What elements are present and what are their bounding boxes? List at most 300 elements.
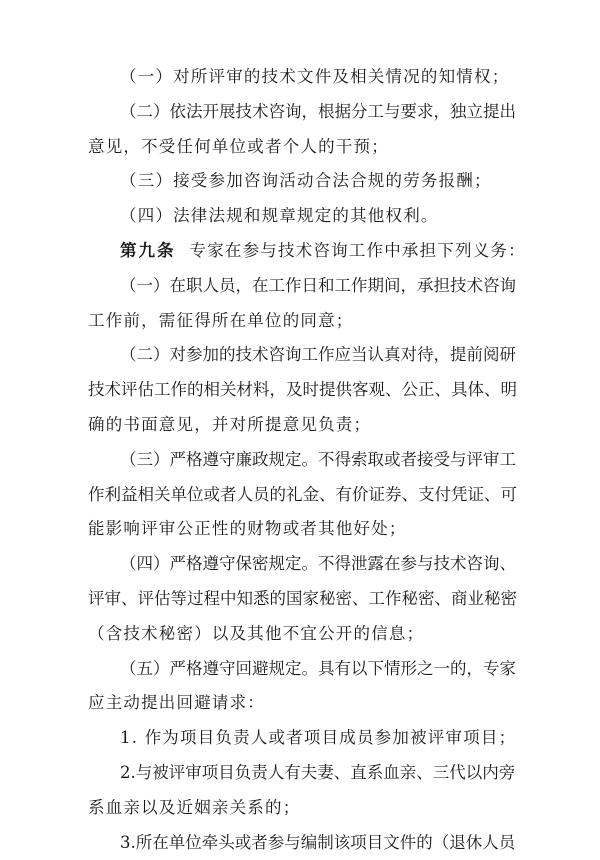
line-text <box>120 443 516 477</box>
line-text <box>120 269 516 303</box>
glyph: 咨 <box>483 275 500 295</box>
glyph: ， <box>400 275 417 295</box>
glyph: 咨 <box>268 101 285 121</box>
glyph: 相 <box>203 380 220 400</box>
glyph: 礼 <box>286 484 303 504</box>
glyph: （ <box>120 101 137 121</box>
glyph: 血 <box>383 763 400 782</box>
glyph: 评 <box>168 763 186 782</box>
glyph: 规 <box>268 449 285 469</box>
line-text <box>88 582 517 616</box>
glyph: 项 <box>201 763 219 782</box>
glyph: 守 <box>219 658 236 678</box>
glyph: 等 <box>170 589 187 608</box>
glyph: 术 <box>252 345 269 365</box>
paragraph-duty-2-cont <box>0 373 600 407</box>
paragraph-duty-5 <box>0 652 600 686</box>
glyph: 家 <box>499 658 516 678</box>
glyph: 文 <box>383 832 400 852</box>
glyph: 二 <box>136 345 153 365</box>
glyph: 2 <box>120 763 131 782</box>
glyph: 避 <box>252 658 269 678</box>
glyph: 提 <box>450 345 467 365</box>
glyph: 技 <box>235 101 252 121</box>
glyph: （ <box>120 275 137 295</box>
glyph: 有 <box>284 763 301 782</box>
glyph: 单 <box>170 484 187 504</box>
glyph: 工 <box>499 449 516 469</box>
glyph: 该 <box>333 832 351 852</box>
glyph: 料 <box>253 380 270 400</box>
glyph: 与 <box>384 101 401 121</box>
glyph: ） <box>153 449 170 469</box>
glyph: 相 <box>137 484 154 504</box>
glyph: 开 <box>202 101 219 121</box>
glyph: 金 <box>302 484 319 504</box>
glyph: 定 <box>285 554 302 574</box>
glyph: 对 <box>169 345 186 365</box>
glyph: 、 <box>121 589 138 608</box>
glyph: 观 <box>368 380 385 400</box>
glyph: 家 <box>302 589 319 608</box>
glyph: 泄 <box>351 554 368 574</box>
line-text: （三）接受参加咨询活动合法合规的劳务报酬； <box>120 171 492 191</box>
glyph: 二 <box>136 101 153 121</box>
glyph: 术 <box>252 101 269 121</box>
glyph: （ <box>120 658 137 678</box>
glyph: 规 <box>268 554 285 574</box>
line-text <box>88 478 517 512</box>
line-text <box>120 652 516 686</box>
line-text <box>120 95 516 129</box>
glyph: 待 <box>417 345 434 365</box>
glyph: 加 <box>202 345 219 365</box>
glyph: 客 <box>352 380 369 400</box>
glyph: ） <box>153 101 170 121</box>
glyph: 价 <box>352 484 369 504</box>
glyph: 遵 <box>202 449 219 469</box>
glyph: 者 <box>220 484 237 504</box>
glyph: 作 <box>351 275 368 295</box>
glyph: 工 <box>154 380 171 400</box>
glyph: 严 <box>169 449 186 469</box>
glyph: 单 <box>168 832 186 852</box>
glyph: 具 <box>318 658 335 678</box>
glyph: 人 <box>236 484 253 504</box>
glyph: 、 <box>352 589 369 608</box>
glyph: 员 <box>219 275 236 295</box>
glyph: 负 <box>234 763 252 782</box>
glyph: 询 <box>483 554 500 574</box>
glyph: 。 <box>301 449 318 469</box>
glyph: 妻 <box>317 763 334 782</box>
paragraph-duty-2-cont <box>0 408 600 442</box>
list-item-cont <box>0 826 600 860</box>
glyph: 严 <box>169 658 186 678</box>
line-text: 意见，不受任何单位或者个人的干预； <box>88 136 389 156</box>
glyph: 严 <box>169 554 186 574</box>
glyph: 参 <box>267 832 285 852</box>
glyph: ， <box>235 275 252 295</box>
paragraph-duty-5-cont <box>0 686 600 720</box>
glyph: 术 <box>466 275 483 295</box>
glyph: 根 <box>318 101 335 121</box>
glyph: 件 <box>399 832 417 852</box>
glyph: 技 <box>433 554 450 574</box>
glyph: 审 <box>185 763 202 782</box>
glyph: 技 <box>450 275 467 295</box>
glyph: ， <box>269 380 286 400</box>
glyph: 作 <box>88 484 105 504</box>
glyph: 三 <box>136 449 153 469</box>
glyph: 人 <box>267 763 285 782</box>
glyph: 及 <box>286 380 303 400</box>
glyph: 承 <box>417 275 434 295</box>
glyph: 咨 <box>466 554 483 574</box>
glyph: 编 <box>300 832 318 852</box>
paragraph-duty-3 <box>0 443 600 477</box>
glyph: 项 <box>350 832 367 852</box>
glyph: 认 <box>367 345 384 365</box>
line-text <box>120 826 516 860</box>
glyph: 密 <box>418 589 435 608</box>
glyph: 遵 <box>202 554 219 574</box>
paragraph-right-4 <box>0 199 600 233</box>
line-text: （四）法律法规和规章规定的其他权利。 <box>120 206 439 226</box>
glyph: 密 <box>252 554 269 574</box>
glyph: 者 <box>400 449 417 469</box>
glyph: 程 <box>203 589 220 608</box>
glyph: 密 <box>335 589 352 608</box>
glyph: 业 <box>467 589 484 608</box>
glyph: 政 <box>252 449 269 469</box>
glyph: 亲 <box>399 763 417 782</box>
glyph: 三 <box>432 763 450 782</box>
glyph: 术 <box>450 554 467 574</box>
glyph: 头 <box>218 832 235 852</box>
glyph: 在 <box>252 275 269 295</box>
glyph: 秘 <box>319 589 336 608</box>
glyph: 廉 <box>235 449 252 469</box>
glyph: 提 <box>319 380 336 400</box>
glyph: 间 <box>384 275 401 295</box>
paragraph-duty-1-cont <box>0 304 600 338</box>
glyph: . <box>130 763 136 782</box>
glyph: 与 <box>450 449 467 469</box>
glyph: 的 <box>269 589 286 608</box>
glyph: 当 <box>351 345 368 365</box>
article-label: 第九条 <box>120 241 176 260</box>
glyph: 作 <box>385 589 402 608</box>
glyph: 以 <box>351 658 368 678</box>
glyph: 秘 <box>401 589 418 608</box>
list-item-2 <box>0 756 600 790</box>
glyph: （ <box>120 449 137 469</box>
glyph: 定 <box>285 658 302 678</box>
glyph: 责 <box>251 763 268 782</box>
glyph: 夫 <box>300 763 318 782</box>
glyph: 索 <box>351 449 368 469</box>
glyph: 明 <box>500 380 517 400</box>
glyph: ， <box>466 658 483 678</box>
glyph: 和 <box>318 275 335 295</box>
glyph: 、 <box>319 484 336 504</box>
line-text: （含技术秘密）以及其他不宜公开的信息； <box>88 623 425 643</box>
line-text <box>88 373 517 407</box>
glyph: 的 <box>187 380 204 400</box>
glyph: 要 <box>400 101 417 121</box>
glyph: 以 <box>465 763 483 782</box>
glyph: 与 <box>284 832 301 852</box>
glyph: 中 <box>220 589 237 608</box>
glyph: 、 <box>434 380 451 400</box>
glyph: 过 <box>187 589 204 608</box>
glyph: 可 <box>500 484 517 504</box>
glyph: 益 <box>121 484 138 504</box>
glyph: 研 <box>499 345 516 365</box>
glyph: 或 <box>203 484 220 504</box>
glyph: 、 <box>484 380 501 400</box>
glyph: 或 <box>234 832 252 852</box>
glyph: 人 <box>202 275 219 295</box>
line-text: 1. 作为项目负责人或者项目成员参加被评审项目； <box>120 728 517 748</box>
glyph: 规 <box>268 658 285 678</box>
glyph: 期 <box>367 275 384 295</box>
glyph: 作 <box>285 275 302 295</box>
glyph: 国 <box>286 589 303 608</box>
glyph: 系 <box>366 763 384 782</box>
glyph: ） <box>153 275 170 295</box>
glyph: 有 <box>335 484 352 504</box>
glyph: 情 <box>384 658 401 678</box>
glyph: 悉 <box>253 589 270 608</box>
line-text: 确的书面意见，并对所提意见负责； <box>88 415 372 434</box>
glyph: 分 <box>351 101 368 121</box>
paragraph-right-2 <box>0 95 600 129</box>
glyph: 评 <box>121 380 138 400</box>
glyph: 券 <box>385 484 402 504</box>
glyph: 工 <box>268 275 285 295</box>
glyph: 守 <box>219 554 236 574</box>
glyph: 审 <box>483 449 500 469</box>
glyph: 依 <box>169 101 186 121</box>
glyph: 专 <box>483 658 500 678</box>
glyph: 形 <box>400 658 417 678</box>
line-text: 系血亲以及近姻亲关系的； <box>88 797 301 817</box>
line-text: 能影响评审公正性的财物或者其他好处； <box>88 519 407 539</box>
line-text <box>120 547 516 581</box>
glyph: 工 <box>367 101 384 121</box>
glyph: 付 <box>434 484 451 504</box>
glyph: 审 <box>104 589 121 608</box>
glyph: 材 <box>236 380 253 400</box>
glyph: 遵 <box>202 658 219 678</box>
glyph: 参 <box>186 345 203 365</box>
glyph: 之 <box>417 658 434 678</box>
glyph: 与 <box>417 554 434 574</box>
glyph: 露 <box>367 554 384 574</box>
glyph: 估 <box>154 589 171 608</box>
glyph: 、 <box>484 484 501 504</box>
glyph: 不 <box>318 554 335 574</box>
glyph: （ <box>432 832 450 852</box>
glyph: 牵 <box>201 832 219 852</box>
glyph: 关 <box>154 484 171 504</box>
glyph: 阅 <box>483 345 500 365</box>
glyph: 证 <box>368 484 385 504</box>
paragraph-duty-4 <box>0 547 600 581</box>
glyph: 真 <box>384 345 401 365</box>
glyph: 内 <box>482 763 499 782</box>
glyph: 员 <box>498 832 516 852</box>
glyph: 取 <box>367 449 384 469</box>
glyph: ） <box>153 345 170 365</box>
glyph: 具 <box>451 380 468 400</box>
glyph: 参 <box>400 554 417 574</box>
glyph: 评 <box>137 589 154 608</box>
glyph: 休 <box>465 832 483 852</box>
glyph: 供 <box>335 380 352 400</box>
glyph: ） <box>153 658 170 678</box>
glyph: 秘 <box>484 589 501 608</box>
glyph: 与 <box>135 763 153 782</box>
glyph: 法 <box>186 101 203 121</box>
glyph: 格 <box>186 658 203 678</box>
glyph: 询 <box>285 101 302 121</box>
glyph: . <box>130 832 136 852</box>
glyph: 位 <box>185 832 202 852</box>
article-heading <box>0 234 600 268</box>
glyph: （ <box>120 554 137 574</box>
glyph: 被 <box>152 763 169 782</box>
list-item-cont <box>0 791 600 825</box>
glyph: 商 <box>451 589 468 608</box>
glyph: 知 <box>236 589 253 608</box>
glyph: 独 <box>450 101 467 121</box>
glyph: （ <box>120 345 137 365</box>
glyph: 在 <box>169 275 186 295</box>
glyph: 制 <box>317 832 334 852</box>
glyph: 职 <box>186 275 203 295</box>
glyph: 工 <box>368 589 385 608</box>
glyph: 询 <box>499 275 516 295</box>
glyph: 体 <box>467 380 484 400</box>
glyph: 的 <box>416 832 433 852</box>
glyph: 得 <box>334 554 351 574</box>
glyph: 求 <box>417 101 434 121</box>
glyph: 技 <box>235 345 252 365</box>
glyph: 日 <box>301 275 318 295</box>
glyph: 、 <box>434 589 451 608</box>
line-text: 应主动提出回避请求： <box>88 693 265 713</box>
glyph: ， <box>433 101 450 121</box>
glyph: 工 <box>301 345 318 365</box>
paragraph-right-3 <box>0 164 600 198</box>
glyph: 得 <box>334 449 351 469</box>
paragraph-duty-4-cont <box>0 617 600 651</box>
glyph: 凭 <box>451 484 468 504</box>
paragraph-duty-3-cont <box>0 478 600 512</box>
glyph: 作 <box>170 380 187 400</box>
paragraph-duty-1 <box>0 269 600 303</box>
glyph: 关 <box>220 380 237 400</box>
glyph: 对 <box>400 345 417 365</box>
glyph: 、 <box>416 763 433 782</box>
line-text <box>120 338 516 372</box>
glyph: 、 <box>499 554 516 574</box>
glyph: 一 <box>136 275 153 295</box>
glyph: ， <box>433 345 450 365</box>
glyph: 位 <box>187 484 204 504</box>
article-text: 专家在参与技术咨询工作中承担下列义务： <box>189 241 526 260</box>
glyph: 前 <box>466 345 483 365</box>
glyph: 支 <box>418 484 435 504</box>
glyph: 评 <box>88 589 105 608</box>
glyph: 旁 <box>498 763 516 782</box>
glyph: 应 <box>334 345 351 365</box>
glyph: 估 <box>137 380 154 400</box>
glyph: 的 <box>450 658 467 678</box>
glyph: 所 <box>135 832 153 852</box>
glyph: 作 <box>318 345 335 365</box>
glyph: 的 <box>219 345 236 365</box>
glyph: 、 <box>333 763 351 782</box>
glyph: 展 <box>219 101 236 121</box>
glyph: 、 <box>385 380 402 400</box>
glyph: 接 <box>417 449 434 469</box>
glyph: 评 <box>466 449 483 469</box>
glyph: 或 <box>384 449 401 469</box>
glyph: 。 <box>301 658 318 678</box>
glyph: 工 <box>334 275 351 295</box>
glyph: 术 <box>104 380 121 400</box>
glyph: 提 <box>483 101 500 121</box>
glyph: 格 <box>186 449 203 469</box>
glyph: ， <box>301 101 318 121</box>
glyph: 证 <box>467 484 484 504</box>
glyph: 代 <box>449 763 466 782</box>
glyph: 受 <box>433 449 450 469</box>
paragraph-right-1 <box>0 60 600 94</box>
glyph: 者 <box>251 832 268 852</box>
glyph: 守 <box>219 449 236 469</box>
glyph: 定 <box>285 449 302 469</box>
glyph: 四 <box>136 554 153 574</box>
glyph: 技 <box>88 380 105 400</box>
glyph: 据 <box>334 101 351 121</box>
glyph: 一 <box>433 658 450 678</box>
line-text: 工作前，需征得所在单位的同意； <box>88 310 354 330</box>
glyph: 询 <box>285 345 302 365</box>
glyph: 利 <box>104 484 121 504</box>
line-text: （一）对所评审的技术文件及相关情况的知情权； <box>120 67 510 86</box>
glyph: 格 <box>186 554 203 574</box>
glyph: 咨 <box>268 345 285 365</box>
glyph: 正 <box>418 380 435 400</box>
glyph: 担 <box>433 275 450 295</box>
glyph: 目 <box>366 832 384 852</box>
glyph: 五 <box>136 658 153 678</box>
paragraph-duty-3-cont <box>0 512 600 546</box>
glyph: 在 <box>384 554 401 574</box>
glyph: 出 <box>499 101 516 121</box>
glyph: 有 <box>334 658 351 678</box>
glyph: 不 <box>318 449 335 469</box>
glyph: 时 <box>302 380 319 400</box>
glyph: 回 <box>235 658 252 678</box>
glyph: 。 <box>301 554 318 574</box>
glyph: 保 <box>235 554 252 574</box>
